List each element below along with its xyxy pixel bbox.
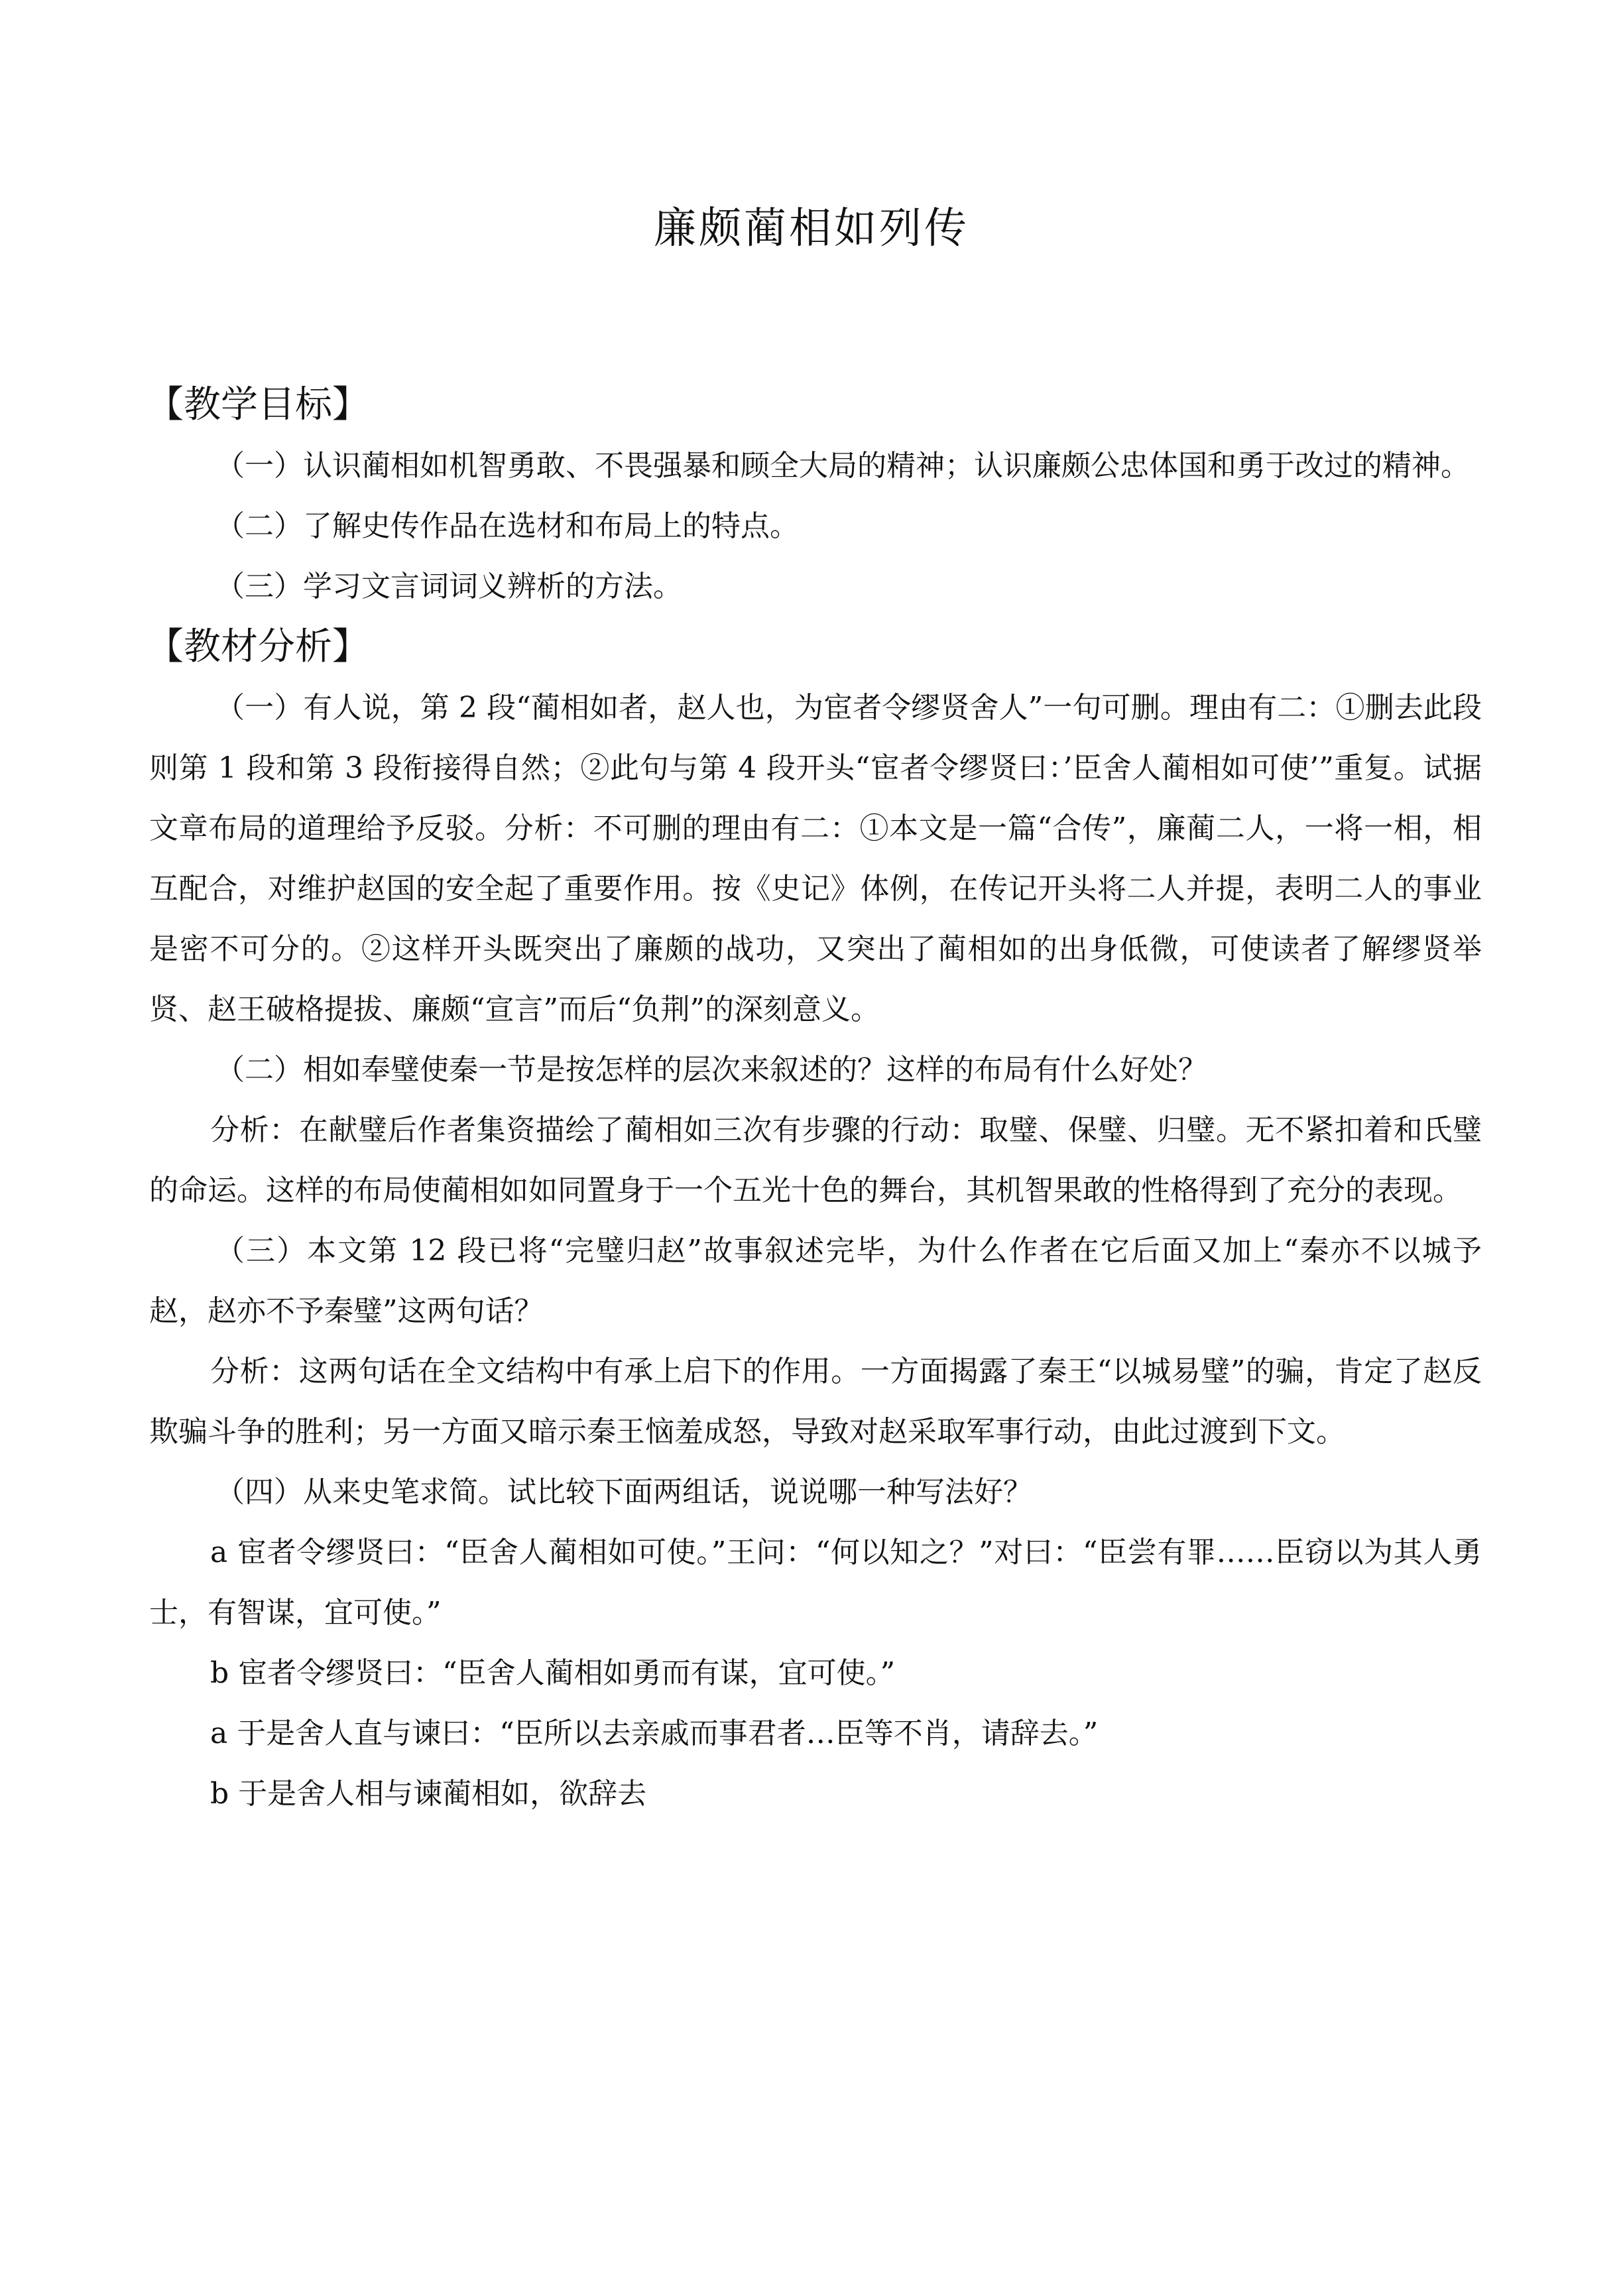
paragraph: a 于是舍人直与谏曰：“臣所以去亲戚而事君者…臣等不肖，请辞去。”: [210, 1717, 1099, 1750]
paragraph: 分析：这两句话在全文结构中有承上启下的作用。一方面揭露了秦王“以城易璧”的骗，肯定了赵反欺骗斗争的胜利；另一方面又暗示秦王恼羞成怒，导致对赵采取军事行动，由此过渡到下文。: [149, 1355, 1482, 1449]
paragraph: （二）了解史传作品在选材和布局上的特点。: [215, 509, 799, 543]
document-body: [149, 375, 1482, 1824]
paragraph: （一）有人说，第 2 段“蔺相如者，赵人也，为宦者令缪贤舍人”一句可删。理由有二：①删去此段则第 1 段和第 3 段衔接得自然；②此句与第 4 段开头“宦者令缪贤曰：’臣舍人蔺相如可使’”重复。试据文章布局的道理给予反驳。分析：不可删的理由有二：①本文是一篇“合传”，廉蔺二人，一将一相，相互配合，对维护赵国的安全起了重要作用。按《史记》体例，在传记开头将二人并提，表明二人的事业是密不可分的。②这样开头既突出了廉颇的战功，又突出了蔺相如的出身低微，可使读者了解缪贤举贤、赵王破格提拔、廉颇“宣言”而后“负荆”的深刻意义。: [149, 691, 1482, 1026]
paragraph: （三）本文第 12 段已将“完璧归赵”故事叙述完毕，为什么作者在它后面又加上“秦亦不以城予赵，赵亦不予秦璧”这两句话？: [149, 1234, 1482, 1328]
section-heading-teaching-goals: 【教学目标】: [147, 383, 369, 426]
paragraph: （一）认识蔺相如机智勇敢、不畏强暴和顾全大局的精神；认识廉颇公忠体国和勇于改过的精神。: [215, 449, 1470, 483]
paragraph: b 宦者令缪贤曰：“臣舍人蔺相如勇而有谋，宜可使。”: [210, 1656, 896, 1690]
paragraph: （四）从来史笔求简。试比较下面两组话，说说哪一种写法好？: [215, 1475, 1032, 1509]
paragraph: （三）学习文言词词义辨析的方法。: [215, 570, 682, 603]
paragraph: b 于是舍人相与谏蔺相如，欲辞去: [210, 1777, 647, 1811]
paragraph: 分析：在献璧后作者集资描绘了蔺相如三次有步骤的行动：取璧、保璧、归璧。无不紧扣着和氏璧的命运。这样的布局使蔺相如如同置身于一个五光十色的舞台，其机智果敢的性格得到了充分的表现。: [149, 1113, 1482, 1207]
section-heading-material-analysis: 【教材分析】: [147, 625, 369, 668]
document-title: 廉颇蔺相如列传: [654, 204, 969, 253]
paragraph: a 宦者令缪贤曰：“臣舍人蔺相如可使。”王问：“何以知之？”对曰：“臣尝有罪……臣窃以为其人勇士，有智谋，宜可使。”: [149, 1536, 1482, 1630]
paragraph: （二）相如奉璧使秦一节是按怎样的层次来叙述的？这样的布局有什么好处？: [215, 1053, 1207, 1087]
